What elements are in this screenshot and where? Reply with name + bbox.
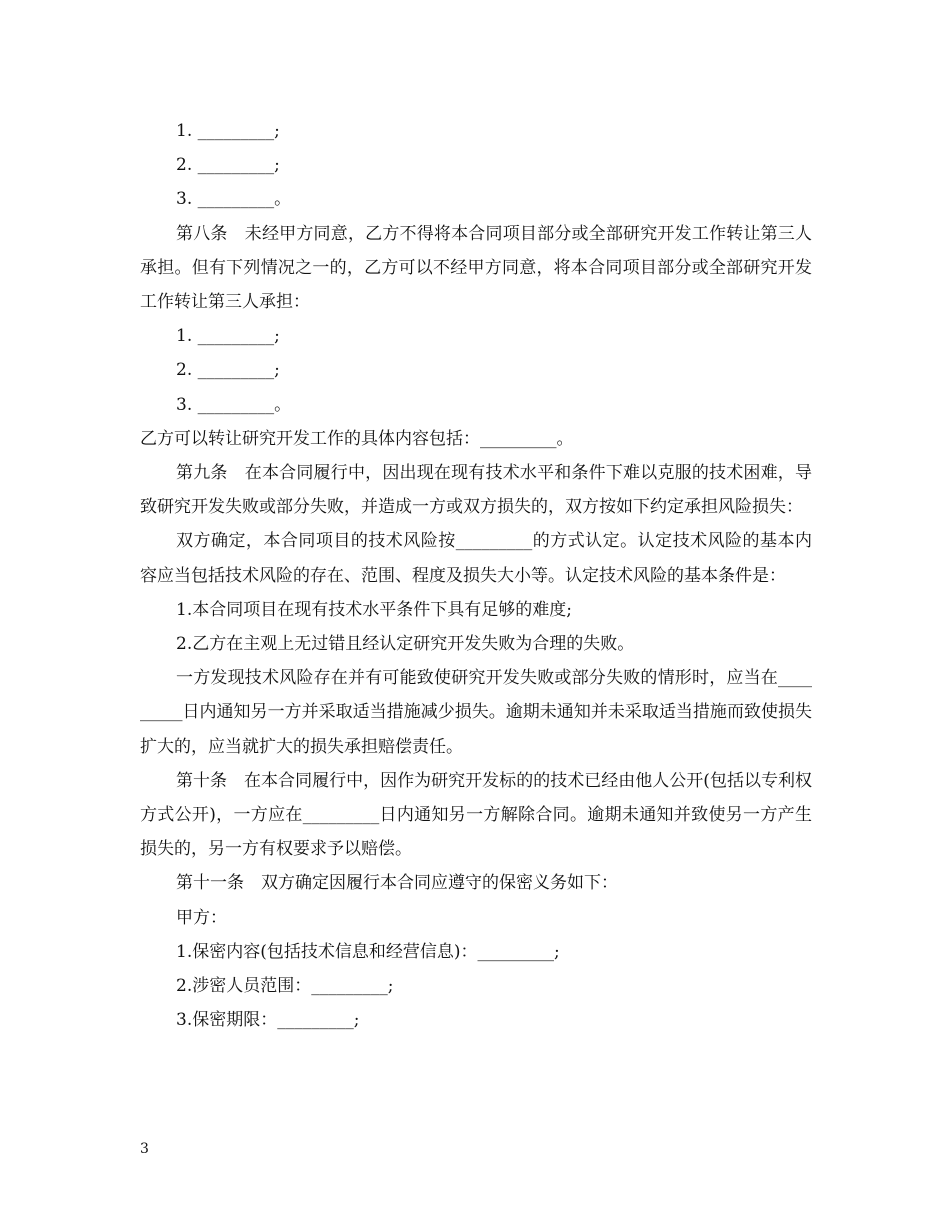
risk-notice-clause: 一方发现技术风险存在并有可能致使研究开发失败或部分失败的情形时，应当在_________日内通知另一方并采取适当措施减少损失。逾期未通知并未采取适当措施而致使损失扩大的，应当就扩大的损失承担赔偿责任。 [140,668,812,757]
list-item: 3. _________。 [176,394,292,415]
list-item: 3. _________。 [176,189,292,210]
list-item: 2.涉密人员范围：_________; [176,976,394,997]
article-8: 第八条 未经甲方同意，乙方不得将本合同项目部分或全部研究开发工作转让第三人承担。但有下列情况之一的，乙方可以不经甲方同意，将本合同项目部分或全部研究开发工作转让第三人承担： [140,223,812,313]
list-item: 1.保密内容(包括技术信息和经营信息)：_________; [176,941,560,962]
list-item: 2. _________; [176,360,280,381]
list-item: 2. _________; [176,155,280,176]
list-item: 3.保密期限：_________; [176,1010,360,1031]
risk-determination-clause: 双方确定，本合同项目的技术风险按_________的方式认定。认定技术风险的基本内容应当包括技术风险的存在、范围、程度及损失大小等。认定技术风险的基本条件是： [140,531,812,586]
transfer-content-clause: 乙方可以转让研究开发工作的具体内容包括：_________。 [140,428,574,449]
list-item: 2.乙方在主观上无过错且经认定研究开发失败为合理的失败。 [176,634,635,655]
page-number: 3 [140,1141,149,1157]
party-a-heading: 甲方： [176,907,227,928]
list-item: 1.本合同项目在现有技术水平条件下具有足够的难度; [176,599,572,620]
list-item: 1. _________; [176,326,280,347]
document-body [140,114,812,1037]
article-11: 第十一条 双方确定因履行本合同应遵守的保密义务如下： [176,873,618,894]
list-item: 1. _________; [176,121,280,141]
article-9: 第九条 在本合同履行中，因出现在现有技术水平和条件下难以克服的技术困难，导致研究开发失败或部分失败，并造成一方或双方损失的，双方按如下约定承担风险损失： [140,463,812,518]
article-10: 第十条 在本合同履行中，因作为研究开发标的的技术已经由他人公开(包括以专利权方式公开)，一方应在_________日内通知另一方解除合同。逾期未通知并致使另一方产生损失的，另一方有权要求予以赔偿。 [140,770,812,860]
